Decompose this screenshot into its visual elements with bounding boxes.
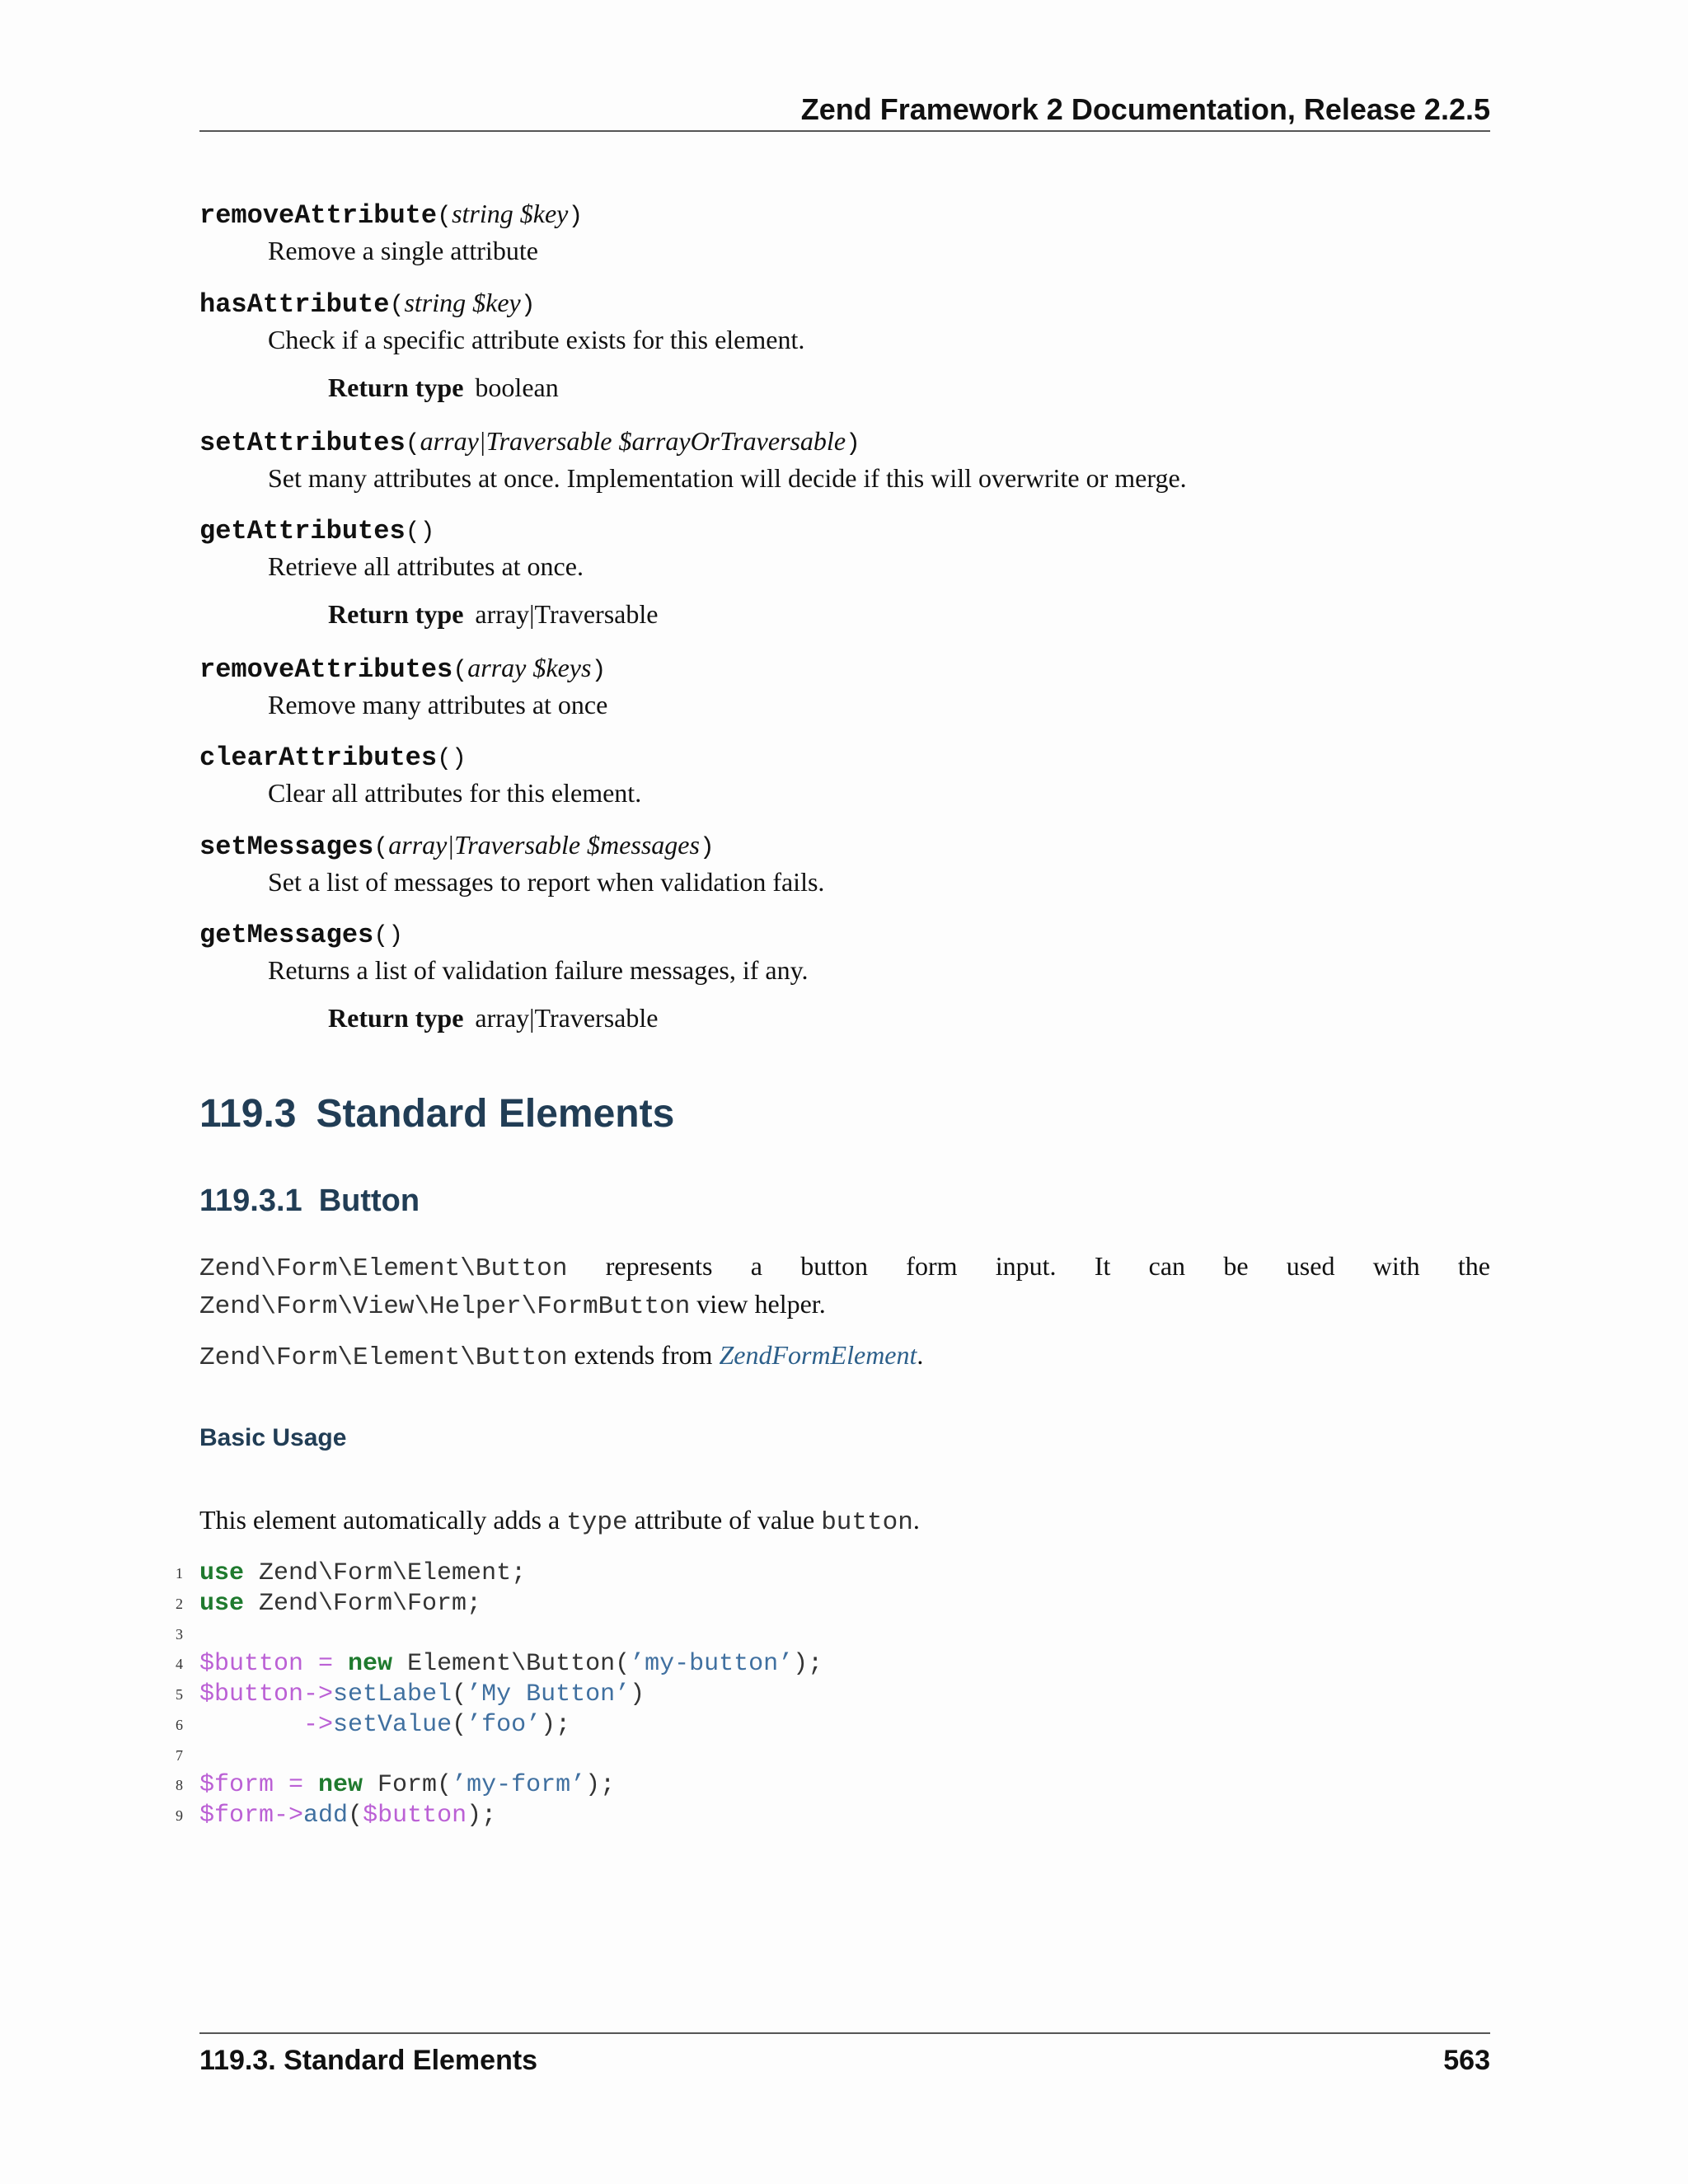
code-line [176, 1589, 1490, 1619]
string-literal: ’my-form’ [452, 1771, 586, 1800]
code-text: Element\Button( [392, 1650, 631, 1679]
line-number: 8 [176, 1777, 183, 1794]
line-number: 1 [176, 1565, 183, 1582]
variable: $form [199, 1802, 274, 1830]
inline-code: type [566, 1508, 628, 1537]
variable: $button [199, 1680, 304, 1708]
method-remove-attributes [199, 650, 1490, 721]
string-literal: ’My Button’ [467, 1680, 631, 1708]
code-line [176, 1801, 1490, 1831]
indent [199, 1711, 303, 1739]
return-type [328, 1000, 1490, 1036]
method-signature [199, 650, 1490, 688]
return-type-label: Return type [328, 1003, 464, 1033]
return-type-value: array|Traversable [475, 599, 659, 629]
operator: -> [303, 1680, 334, 1708]
line-number: 3 [176, 1625, 183, 1643]
section-heading [199, 1085, 1490, 1143]
method-name: getMessages [199, 920, 374, 950]
code-line [176, 1619, 1490, 1650]
method-name: hasAttribute [199, 289, 390, 320]
method-params: string $key [404, 288, 521, 317]
method-signature [199, 916, 1490, 954]
footer-section: 119.3. Standard Elements [199, 2045, 538, 2076]
line-number: 5 [176, 1686, 183, 1703]
method-signature [199, 739, 1490, 776]
method-set-attributes [199, 424, 1490, 494]
method-params: array|Traversable $messages [388, 830, 700, 860]
code-line [176, 1680, 1490, 1710]
method-description: Remove many attributes at once [268, 690, 608, 719]
code-text: ); [467, 1802, 497, 1830]
parens: () [437, 745, 467, 773]
close-paren: ) [846, 430, 861, 458]
method-signature [199, 827, 1490, 865]
code-text: ( [452, 1710, 467, 1739]
code-text: ); [793, 1650, 823, 1679]
class-name: Zend\Form\Element\Button [199, 1343, 568, 1372]
return-type-label: Return type [328, 373, 464, 402]
method-name: setMessages [199, 832, 374, 862]
page-number: 563 [1443, 2045, 1490, 2076]
method-params: string $key [452, 199, 569, 228]
keyword: use [199, 1589, 245, 1618]
method-name: getAttributes [199, 516, 406, 546]
helper-name: Zend\Form\View\Helper\FormButton [199, 1292, 691, 1321]
code-line [176, 1770, 1490, 1801]
method-description: Check if a specific attribute exists for this element. [268, 325, 805, 354]
basic-usage-heading: Basic Usage [199, 1424, 347, 1451]
inline-code: button [821, 1508, 913, 1537]
operator: = [303, 1650, 349, 1679]
usage-text: . [912, 1505, 920, 1535]
method-name: removeAttribute [199, 200, 438, 231]
code-text: Zend\Form\Element; [244, 1559, 527, 1587]
return-type-label: Return type [328, 599, 464, 629]
intro-text-end: view helper. [690, 1289, 826, 1319]
intro-text: represents a button form input. It can be used with the [567, 1251, 1490, 1281]
method-signature [199, 513, 1490, 550]
return-type [328, 596, 1490, 632]
close-paren: ) [568, 203, 584, 231]
method-get-attributes [199, 513, 1490, 632]
return-type [328, 369, 1490, 405]
method-has-attribute [199, 285, 1490, 405]
string-literal: ’foo’ [467, 1710, 542, 1739]
string-literal: ’my-button’ [630, 1650, 794, 1679]
code-line [176, 1710, 1490, 1741]
page-header [199, 89, 1490, 132]
method-call: add [303, 1802, 349, 1830]
zend-form-element-link[interactable]: ZendFormElement [719, 1340, 917, 1370]
code-line [176, 1649, 1490, 1680]
method-description: Clear all attributes for this element. [268, 778, 642, 808]
return-type-value: array|Traversable [475, 1003, 659, 1033]
keyword: new [348, 1650, 393, 1679]
method-name: setAttributes [199, 428, 406, 458]
operator: -> [303, 1710, 334, 1739]
method-description: Set many attributes at once. Implementation will decide if this will overwrite or merge. [268, 463, 1187, 493]
extends-paragraph [199, 1338, 1490, 1376]
line-number: 7 [176, 1746, 183, 1764]
close-paren: ) [591, 657, 607, 685]
method-name: clearAttributes [199, 743, 438, 773]
method-signature [199, 285, 1490, 323]
open-paren: ( [452, 657, 468, 685]
line-number: 9 [176, 1807, 183, 1824]
code-text: Zend\Form\Form; [244, 1589, 482, 1618]
usage-text: This element automatically adds a [199, 1505, 567, 1535]
keyword: use [199, 1559, 245, 1587]
parens: () [373, 922, 404, 950]
line-number: 2 [176, 1595, 183, 1612]
page-content [176, 196, 1490, 1831]
section-number: 119.3 [199, 1092, 297, 1136]
subsection-number: 119.3.1 [199, 1183, 302, 1218]
usage-text: attribute of value [627, 1505, 822, 1535]
subsection-title: Button [318, 1183, 420, 1218]
variable: $form [199, 1771, 274, 1800]
extends-end: . [917, 1340, 924, 1370]
open-paren: ( [437, 203, 452, 231]
code-text: ( [348, 1802, 363, 1830]
method-call: setLabel [333, 1680, 452, 1708]
method-remove-attribute [199, 196, 1490, 267]
subsection-heading [199, 1178, 1490, 1224]
method-description: Returns a list of validation failure messages, if any. [268, 955, 809, 985]
class-name: Zend\Form\Element\Button [199, 1254, 568, 1283]
return-type-value: boolean [475, 373, 559, 402]
line-number: 6 [176, 1716, 183, 1733]
code-text: ); [585, 1771, 616, 1800]
code-line [176, 1558, 1490, 1589]
method-params: array|Traversable $arrayOrTraversable [420, 426, 846, 456]
parens: () [405, 518, 435, 546]
code-text: ) [630, 1680, 645, 1708]
code-text: Form( [363, 1771, 452, 1800]
method-description: Set a list of messages to report when validation fails. [268, 867, 825, 897]
method-params: array $keys [467, 653, 592, 682]
variable: $button [363, 1802, 467, 1830]
method-clear-attributes [199, 739, 1490, 809]
method-get-messages [199, 916, 1490, 1036]
close-paren: ) [699, 834, 715, 862]
code-text: ); [541, 1710, 571, 1739]
line-number: 4 [176, 1656, 183, 1673]
method-name: removeAttributes [199, 654, 453, 685]
method-call: setValue [333, 1710, 452, 1739]
extends-text: extends from [567, 1340, 720, 1370]
open-paren: ( [373, 834, 389, 862]
variable: $button [199, 1650, 304, 1679]
basic-usage-paragraph [199, 1502, 1490, 1540]
open-paren: ( [389, 292, 405, 320]
method-description: Remove a single attribute [268, 236, 538, 265]
method-set-messages [199, 827, 1490, 898]
code-line [176, 1741, 1490, 1771]
close-paren: ) [520, 292, 536, 320]
intro-paragraph [199, 1249, 1490, 1324]
open-paren: ( [405, 430, 420, 458]
method-signature [199, 196, 1490, 234]
method-description: Retrieve all attributes at once. [268, 551, 584, 581]
operator: -> [274, 1802, 304, 1830]
method-signature [199, 424, 1490, 462]
page-footer [199, 2032, 1490, 2087]
section-title: Standard Elements [316, 1092, 675, 1136]
code-block [176, 1558, 1490, 1831]
keyword: new [318, 1771, 363, 1800]
code-text: ( [452, 1680, 467, 1708]
document-title: Zend Framework 2 Documentation, Release 2.2.5 [800, 92, 1490, 126]
operator: = [274, 1771, 319, 1800]
